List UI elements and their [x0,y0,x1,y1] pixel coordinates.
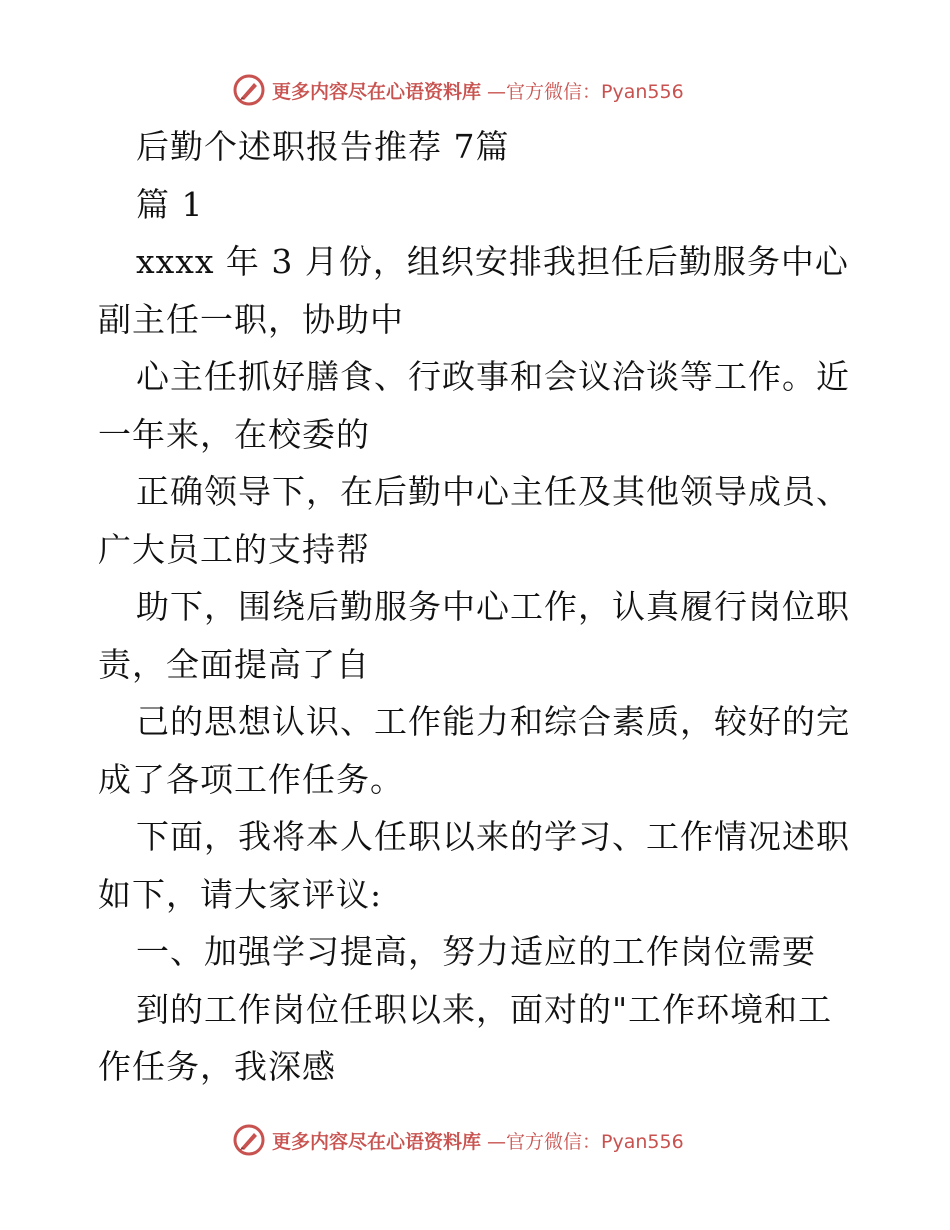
pen-logo-icon [232,1123,266,1157]
text-line: 下面，我将本人任职以来的学习、工作情况述职 [136,817,850,856]
text-line: 心主任抓好膳食、行政事和会议洽谈等工作。近 [136,357,850,396]
text-line: 广大员工的支持帮 [98,529,370,569]
text-line: 己的思想认识、工作能力和综合素质，较好的完 [136,702,850,741]
text-line: 作任务，我深感 [98,1047,336,1086]
watermark-brand: 更多内容尽在心语资料库 [272,1130,482,1153]
pen-logo-icon [232,73,266,107]
text-line: 一年来，在校委的 [98,414,370,454]
document-title: 后勤个述职报告推荐 7篇 [136,127,510,166]
text-line: 助下，围绕后勤服务中心工作，认真履行岗位职 [136,587,850,626]
section-heading: 篇 1 [136,184,204,224]
watermark-contact: —官方微信：Pyan556 [487,80,684,103]
watermark-footer [232,1120,684,1160]
watermark-contact: —官方微信：Pyan556 [487,1130,684,1153]
text-line: 责，全面提高了自 [98,644,370,684]
text-line: 正确领导下，在后勤中心主任及其他领导成员、 [136,472,850,511]
watermark-brand: 更多内容尽在心语资料库 [272,80,482,103]
text-line: 成了各项工作任务。 [98,759,404,799]
text-line: 一、加强学习提高，努力适应的工作岗位需要 [136,932,816,971]
watermark-header [232,70,684,110]
text-line: 副主任一职，协助中 [98,299,404,339]
text-line: 到的工作岗位任职以来，面对的"工作环境和工 [136,989,833,1029]
document-body [98,118,858,1096]
text-line: 如下，请大家评议: [98,874,383,914]
text-line: xxxx 年 3 月份，组织安排我担任后勤服务中心 [136,242,849,281]
